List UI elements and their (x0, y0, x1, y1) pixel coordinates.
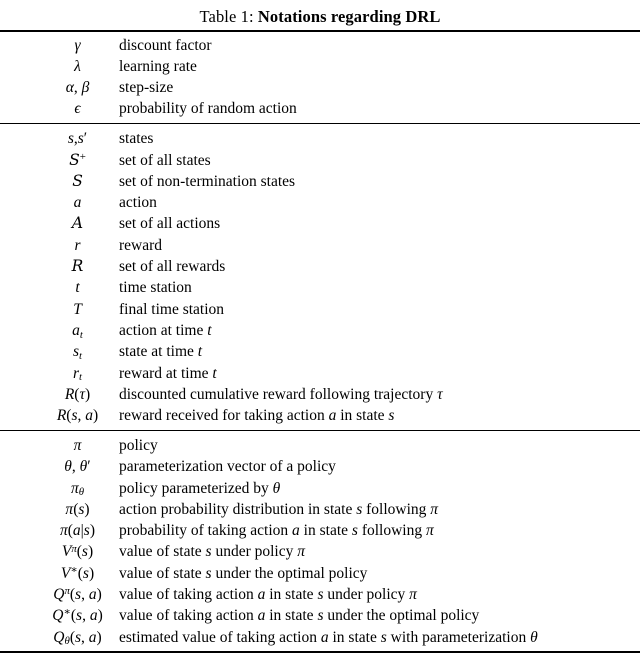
mid-rule (0, 123, 640, 124)
notation-description: action probability distribution in state s following π (119, 500, 439, 518)
notation-description: probability of taking action a in state s following π (119, 522, 434, 540)
table-row (0, 99, 640, 120)
top-rule (0, 30, 640, 32)
notation-symbol: t (75, 279, 80, 297)
table-caption-prefix: Table 1: (199, 7, 258, 26)
notation-description: reward (119, 236, 163, 254)
notation-description: discounted cumulative reward following trajectory τ (119, 385, 443, 403)
table-row (0, 542, 640, 563)
table-row (0, 435, 640, 456)
table-row (0, 456, 640, 477)
notation-description: policy (119, 436, 158, 454)
notation-description: step-size (119, 79, 174, 97)
notation-description: policy parameterized by θ (119, 479, 281, 497)
table-row (0, 384, 640, 405)
notation-description: reward at time t (119, 364, 217, 382)
notation-symbol: $Q_\theta(s$, a) (53, 628, 102, 648)
table-row (0, 584, 640, 605)
notation-symbol: π(s) (65, 500, 90, 518)
table-row (0, 56, 640, 77)
notation-symbol: T (73, 300, 82, 318)
notation-symbol: $s_t$ (72, 343, 83, 362)
notation-symbol: $\pi_\theta$ (70, 479, 85, 499)
table-row (0, 320, 640, 341)
notation-description: value of state s under policy π (119, 543, 305, 561)
table-row (0, 35, 640, 56)
notation-description: final time station (119, 300, 225, 318)
notation-symbol: $r_t$ (72, 364, 83, 384)
table-row (0, 299, 640, 320)
notation-description: value of taking action a in state s under policy π (119, 586, 417, 603)
notation-symbol: S (72, 171, 83, 190)
notation-symbol: a (73, 194, 82, 212)
table-row (0, 171, 640, 192)
table-row (0, 478, 640, 499)
notation-description: time station (119, 279, 192, 297)
notation-description: states (119, 130, 154, 148)
notation-symbol: $a_t$ (72, 321, 83, 341)
table-row (0, 277, 640, 298)
notation-description: set of all states (119, 151, 211, 169)
notation-description: state at time t (119, 343, 203, 361)
notation-symbol: r (74, 236, 81, 254)
notation-symbol: π(a|s) (59, 522, 95, 540)
notation-description: set of all rewards (119, 258, 226, 276)
notation-symbol: Q∗(s, a) (52, 606, 103, 625)
table-caption (0, 0, 640, 30)
table-body (0, 35, 640, 648)
notation-description: set of all actions (119, 215, 221, 233)
notation-symbol: A (71, 214, 84, 233)
table-row (0, 235, 640, 256)
table-caption-title: Notations regarding DRL (257, 7, 441, 26)
notation-symbol: s,s′ (67, 130, 88, 148)
table-row (0, 341, 640, 362)
notation-symbol: R(τ) (64, 385, 91, 403)
notation-description: learning rate (119, 57, 197, 75)
table-row (0, 214, 640, 235)
notation-symbol: ϵ (74, 100, 81, 118)
notation-description: action (119, 194, 157, 212)
notation-symbol: $V^\pi(s)$ (61, 542, 94, 561)
table-row (0, 405, 640, 426)
notation-symbol: λ (74, 57, 81, 75)
table-row (0, 363, 640, 384)
table-row (0, 499, 640, 520)
notation-description: probability of random action (119, 100, 297, 118)
mid-rule (0, 430, 640, 431)
notation-description: value of state s under the optimal policy (119, 564, 368, 582)
notation-description: parameterization vector of a policy (119, 458, 336, 476)
notation-symbol: α, β (65, 79, 90, 97)
notation-symbol: R (71, 257, 84, 276)
table-row (0, 605, 640, 626)
table-row (0, 520, 640, 541)
notation-symbol: S+ (69, 150, 86, 169)
table-row (0, 256, 640, 277)
notation-description: value of taking action a in state s under the optimal policy (119, 607, 480, 625)
table-row (0, 128, 640, 149)
table-row (0, 627, 640, 648)
notation-description: reward received for taking action a in state s (119, 407, 395, 425)
table-row (0, 192, 640, 213)
notation-description: discount factor (119, 36, 212, 54)
notation-description: action at time t (119, 321, 212, 339)
notation-symbol: $Q^\pi(s$, a) (53, 585, 102, 603)
notation-description: estimated value of taking action a in state s with parameterization θ (119, 628, 538, 646)
table-row (0, 77, 640, 98)
notation-description: set of non-termination states (119, 172, 296, 190)
notation-symbol: V∗(s) (60, 563, 95, 582)
table-row (0, 150, 640, 171)
notation-symbol: R(s, a) (56, 407, 99, 425)
notation-symbol: γ (74, 36, 81, 54)
notation-symbol: π (73, 436, 82, 454)
notation-symbol: θ, θ′ (64, 458, 91, 476)
table-row (0, 563, 640, 584)
